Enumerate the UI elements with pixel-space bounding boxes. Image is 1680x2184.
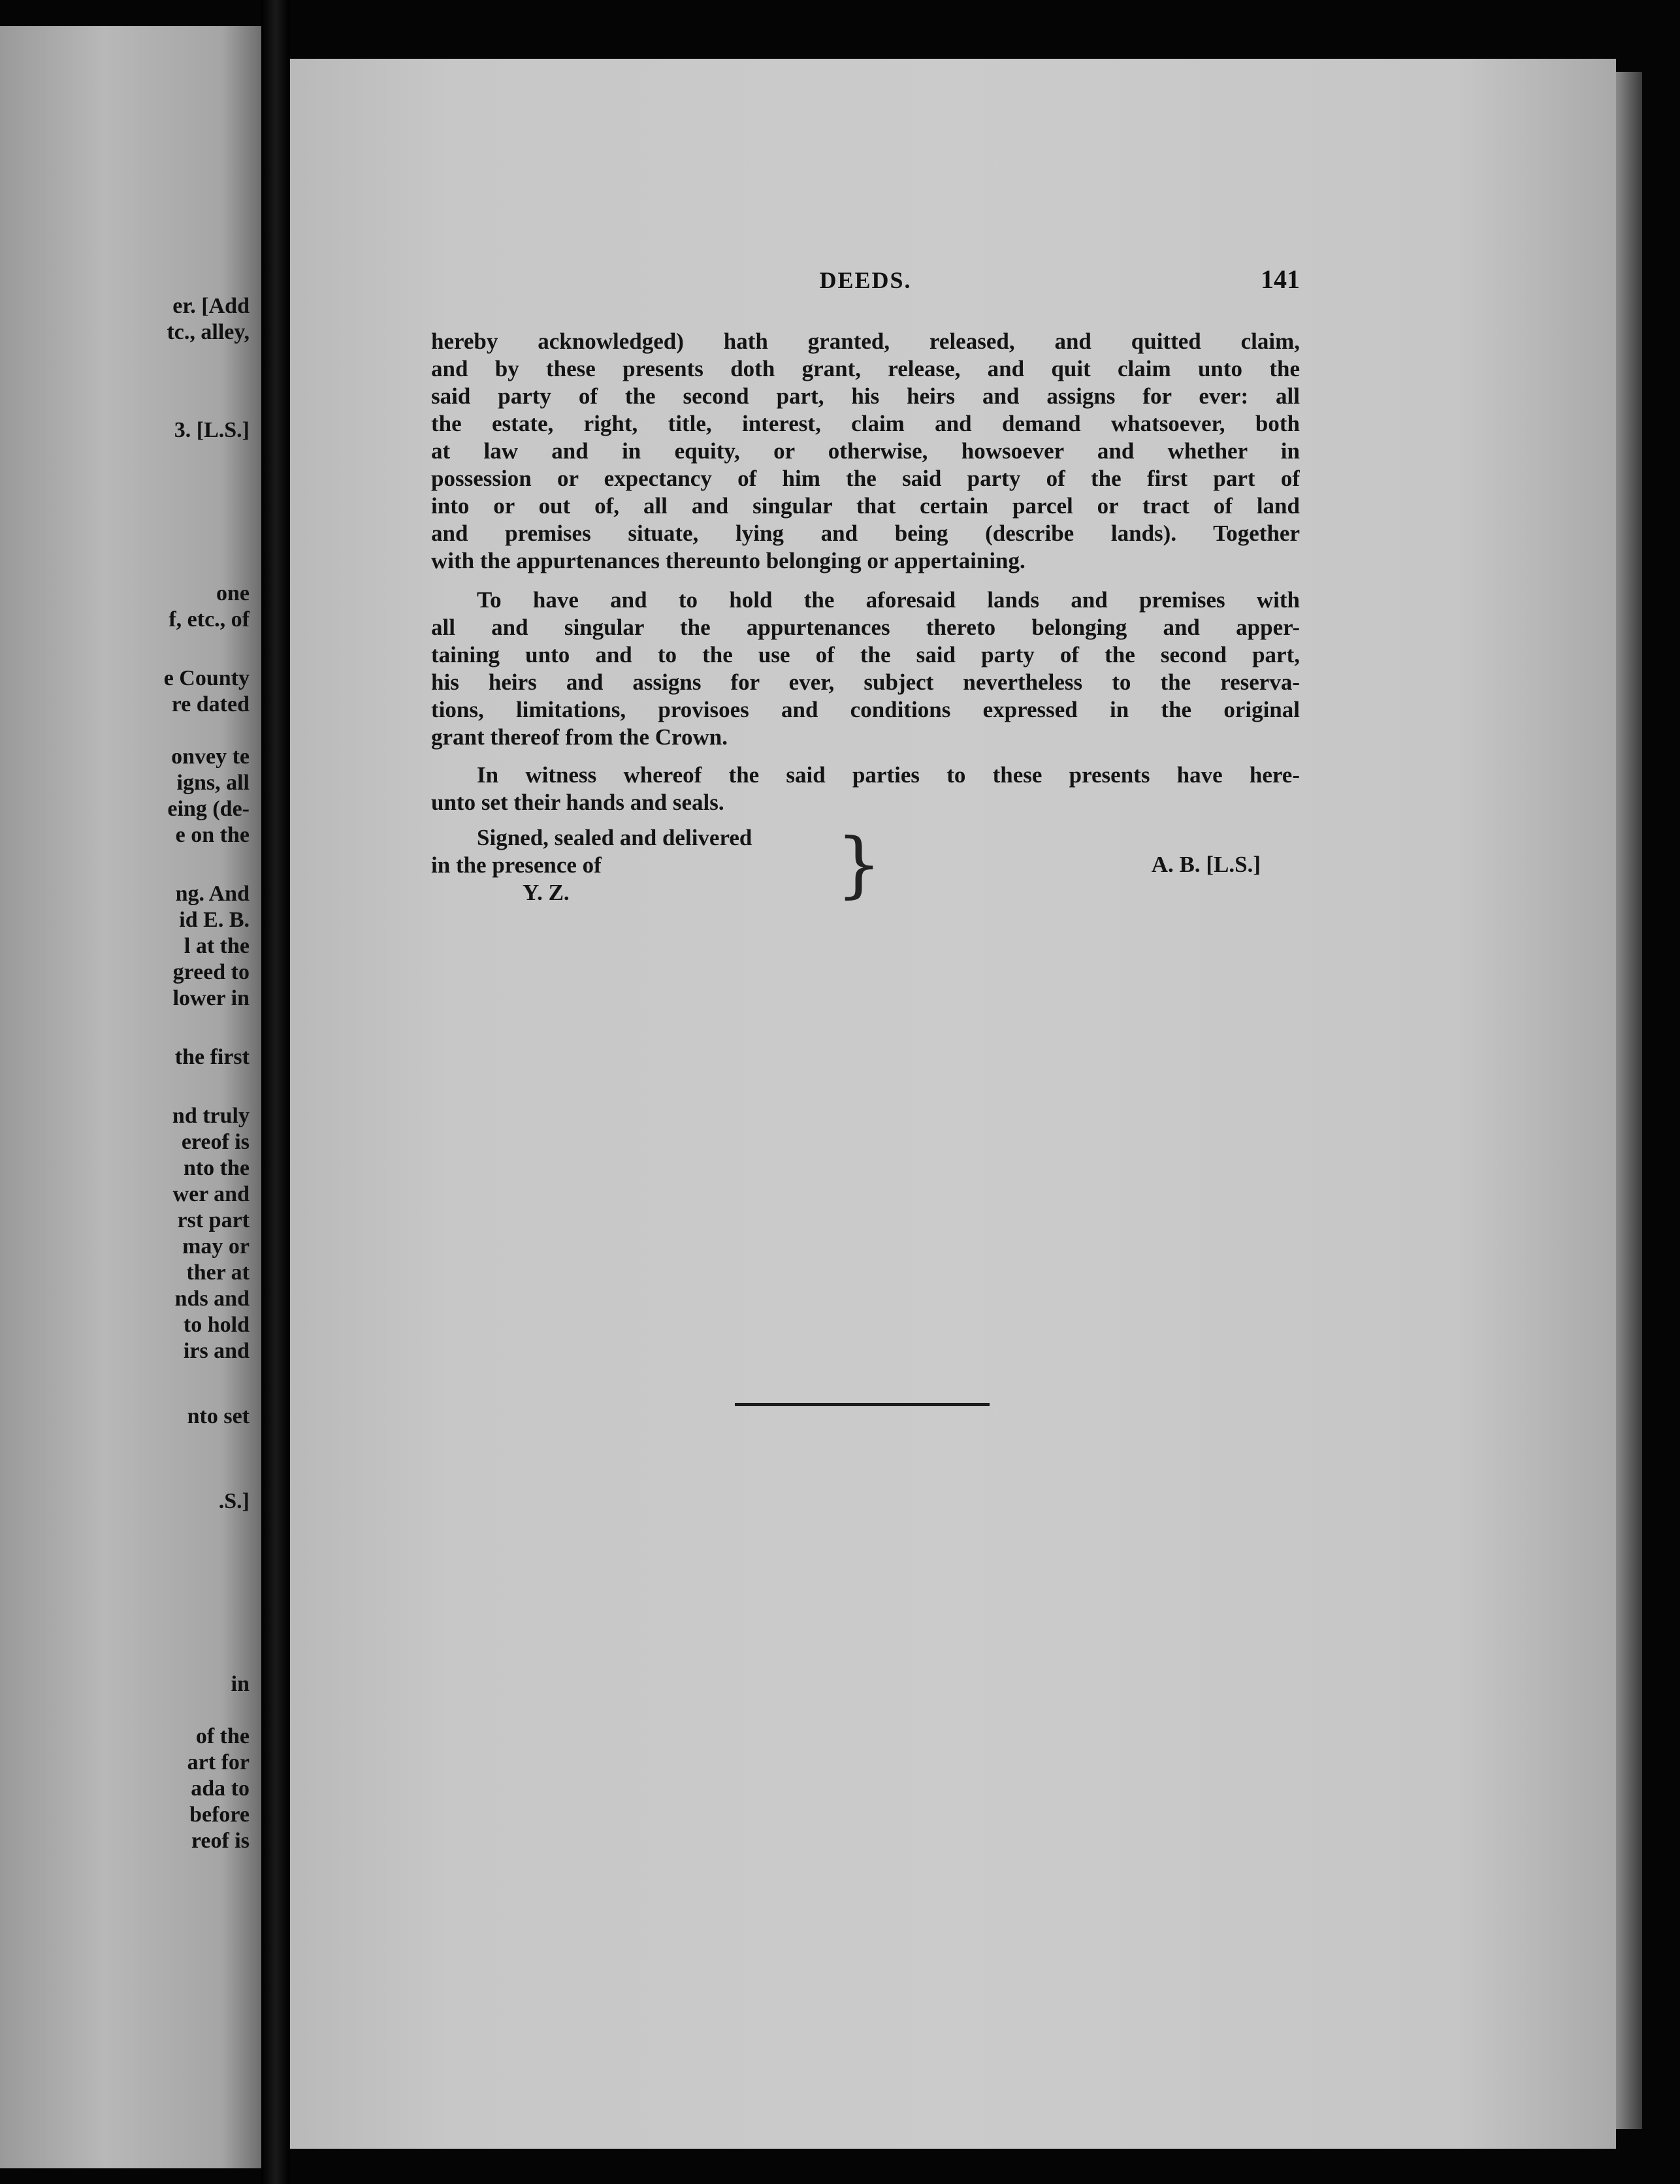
previous-page-fragment: nto the [183, 1156, 250, 1180]
previous-page-fragment: nds and [174, 1287, 250, 1311]
text-line: grant thereof from the Crown. [431, 724, 728, 750]
previous-page-fragment: the first [174, 1045, 250, 1069]
text-line: with the appurtenances thereunto belonging or appertaining. [431, 548, 1026, 573]
paragraph [431, 586, 1300, 751]
previous-page-fragment: ng. And [175, 882, 250, 906]
end-rule [735, 1403, 990, 1406]
previous-page-fragment: onvey te [171, 745, 250, 769]
previous-page-fragment: reof is [191, 1829, 250, 1853]
previous-page-fragment: ereof is [181, 1130, 250, 1154]
text-line: all and singular the appurtenances thereto belonging and apper- [431, 615, 1300, 640]
previous-page-fragment: .S.] [218, 1489, 250, 1513]
attestation-line: Signed, sealed and delivered [477, 825, 752, 850]
previous-page-fragment: art for [187, 1750, 250, 1774]
signature-block [431, 824, 1300, 916]
page-header [431, 266, 1300, 299]
brace-glyph: } [836, 822, 882, 906]
text-line: the estate, right, title, interest, claim and demand whatsoever, both [431, 411, 1300, 436]
text-line: taining unto and to the use of the said party of the second part, [431, 642, 1300, 667]
text-line: his heirs and assigns for ever, subject nevertheless to the reserva- [431, 669, 1300, 695]
previous-page-fragment: 3. [L.S.] [174, 418, 250, 442]
previous-page-fragment: nd truly [172, 1104, 250, 1128]
text-line: said party of the second part, his heirs and assigns for ever: all [431, 383, 1300, 409]
previous-page-fragment: wer and [172, 1182, 250, 1206]
previous-page-fragment: id E. B. [179, 908, 250, 932]
previous-page-fragment: ada to [191, 1776, 250, 1801]
attestation-line: in the presence of [431, 852, 602, 878]
previous-page-fragment: lower in [172, 986, 250, 1010]
paragraph [431, 328, 1300, 575]
page-edge [1616, 72, 1642, 2129]
text-line: unto set their hands and seals. [431, 790, 724, 815]
previous-page-fragment: of the [195, 1724, 250, 1748]
signer-name: A. B. [L.S.] [1151, 852, 1261, 877]
text-line: at law and in equity, or otherwise, howsoever and whether in [431, 438, 1300, 464]
text-line: and by these presents doth grant, release, and quit claim unto the [431, 356, 1300, 381]
previous-page-fragment: igns, all [176, 771, 250, 795]
text-line: possession or expectancy of him the said party of the first part of [431, 466, 1300, 491]
previous-page-fragment: to hold [183, 1313, 250, 1337]
witness-name: Y. Z. [523, 880, 570, 905]
previous-page-fragment: tc., alley, [167, 320, 250, 344]
previous-page-fragment: f, etc., of [169, 607, 250, 632]
previous-page-fragment: in [231, 1672, 250, 1696]
previous-page-fragment: ther at [186, 1261, 250, 1285]
previous-page-fragment: e County [163, 666, 250, 690]
attestation [431, 824, 752, 907]
previous-page-fragment: re dated [171, 692, 250, 716]
previous-page-fragment: before [189, 1803, 250, 1827]
previous-page-fragment: may or [182, 1234, 250, 1259]
text-line: tions, limitations, provisoes and conditions expressed in the original [431, 697, 1300, 722]
previous-page-fragment: er. [Add [172, 294, 250, 318]
previous-page-fragment: e on the [175, 823, 250, 847]
previous-page-fragment: eing (de- [167, 797, 250, 821]
previous-page-fragment: nto set [187, 1404, 250, 1428]
text-line: hereby acknowledged) hath granted, released, and quitted claim, [431, 329, 1300, 354]
text-line: In witness whereof the said parties to these presents have here- [477, 762, 1300, 788]
paragraph [431, 762, 1300, 816]
page-number: 141 [1261, 265, 1300, 294]
text-line: To have and to hold the aforesaid lands and premises with [477, 587, 1300, 613]
previous-page [0, 26, 261, 2168]
previous-page-fragment: l at the [184, 934, 250, 958]
running-head: DEEDS. [819, 267, 912, 293]
text-line: into or out of, all and singular that certain parcel or tract of land [431, 493, 1300, 519]
text-line: and premises situate, lying and being (describe lands). Together [431, 521, 1300, 546]
previous-page-fragment: one [216, 581, 250, 605]
previous-page-fragment: irs and [183, 1339, 250, 1363]
book-gutter [261, 0, 290, 2184]
previous-page-fragment: rst part [177, 1208, 250, 1232]
previous-page-fragment: greed to [172, 960, 250, 984]
